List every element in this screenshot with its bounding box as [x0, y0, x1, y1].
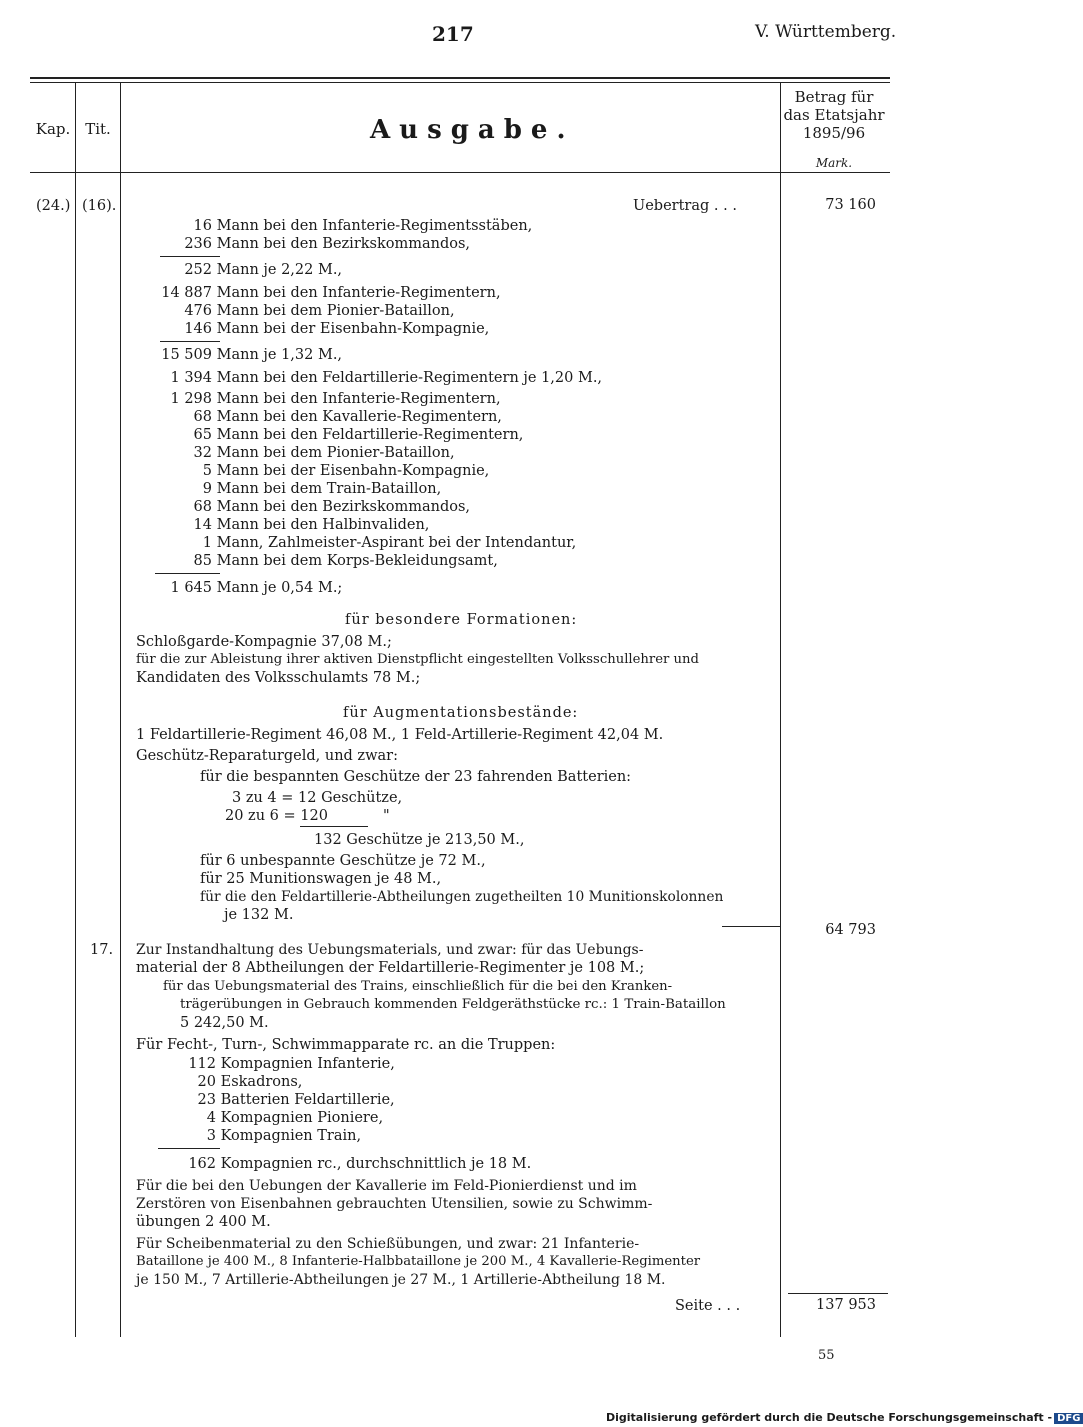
text-line: trägerübungen in Gebrauch kommenden Feldgeräthstücke rc.: 1 Train-Bataillon	[180, 997, 726, 1012]
list-item: 23 Batterien Feldartillerie,	[197, 1092, 395, 1108]
list-item: 20 Eskadrons,	[197, 1074, 303, 1090]
seite-rule	[788, 1293, 888, 1294]
page-title: Ausgabe.	[370, 115, 575, 145]
text-line: Bataillone je 400 M., 8 Infanterie-Halbbataillone je 200 M., 4 Kavallerie-Regimenter	[136, 1254, 701, 1269]
list-item: 16 Mann bei den Infanterie-Regimentsstäben,	[193, 218, 533, 234]
text-line: Zerstören von Eisenbahnen gebrauchten Utensilien, sowie zu Schwimm-	[136, 1196, 653, 1212]
sum-rule	[160, 341, 220, 342]
subtotal-rule	[722, 926, 780, 927]
list-item: 1 Mann, Zahlmeister-Aspirant bei der Intendantur,	[202, 535, 577, 551]
col-head-unit: Mark.	[815, 156, 853, 170]
tit-number: (16).	[82, 198, 117, 214]
head-bottom-rule	[30, 172, 890, 173]
dfg-logo: DFG	[1054, 1413, 1083, 1424]
text-line: Für Fecht-, Turn-, Schwimmapparate rc. an die Truppen:	[136, 1037, 556, 1053]
list-item: 14 887 Mann bei den Infanterie-Regimentern,	[161, 285, 501, 301]
sum-line: 15 509 Mann je 1,32 M.,	[161, 347, 343, 363]
text-line: Für Scheibenmaterial zu den Schießübungen, und zwar: 21 Infanterie-	[136, 1236, 640, 1252]
sum-rule	[160, 256, 220, 257]
top-rule-thin	[30, 82, 890, 83]
text-line: Geschütz-Reparaturgeld, und zwar:	[136, 748, 398, 764]
list-item: 85 Mann bei dem Korps-Bekleidungsamt,	[193, 553, 498, 569]
uebertrag-amount: 73 160	[825, 197, 876, 213]
col-head-tit: Tit.	[85, 120, 111, 138]
list-item: 68 Mann bei den Bezirkskommandos,	[193, 499, 471, 515]
sum-line: 162 Kompagnien rc., durchschnittlich je 18 M.	[188, 1156, 532, 1172]
digitization-footer: Digitalisierung gefördert durch die Deutsche Forschungsgemeinschaft - DFG	[606, 1411, 1083, 1424]
list-item: 112 Kompagnien Infanterie,	[188, 1056, 395, 1072]
list-item: 146 Mann bei der Eisenbahn-Kompagnie,	[184, 321, 490, 337]
sum-line: 252 Mann je 2,22 M.,	[184, 262, 343, 278]
section-heading: für Augmentationsbestände:	[343, 705, 579, 721]
list-item: 14 Mann bei den Halbinvaliden,	[193, 517, 430, 533]
text-line: für die bespannten Geschütze der 23 fahrenden Batterien:	[200, 769, 632, 785]
section-heading: für besondere Formationen:	[345, 612, 578, 628]
list-item: 68 Mann bei den Kavallerie-Regimentern,	[193, 409, 502, 425]
kap-number: (24.)	[36, 198, 71, 214]
text-line: Schloßgarde-Kompagnie 37,08 M.;	[136, 634, 392, 650]
text-line: Für die bei den Uebungen der Kavallerie im Feld-Pionierdienst und im	[136, 1178, 637, 1194]
list-item: 3 Kompagnien Train,	[206, 1128, 362, 1144]
list-item: 1 298 Mann bei den Infanterie-Regimentern,	[170, 391, 501, 407]
seite-amount: 137 953	[816, 1297, 876, 1313]
text-line: je 132 M.	[224, 907, 294, 923]
text-line: für die den Feldartillerie-Abtheilungen zugetheilten 10 Munitionskolonnen	[200, 889, 724, 905]
col-divider-tit	[120, 82, 121, 1337]
col-head-kap: Kap.	[35, 120, 71, 138]
text-line: je 150 M., 7 Artillerie-Abtheilungen je 27 M., 1 Artillerie-Abtheilung 18 M.	[136, 1272, 666, 1288]
list-item: 32 Mann bei dem Pionier-Bataillon,	[193, 445, 455, 461]
list-item: 1 394 Mann bei den Feldartillerie-Regimentern je 1,20 M.,	[170, 370, 603, 386]
text-line: übungen 2 400 M.	[136, 1214, 271, 1230]
sum-rule	[300, 826, 368, 827]
list-item: 236 Mann bei den Bezirkskommandos,	[184, 236, 471, 252]
top-rule-thick	[30, 77, 890, 79]
list-item: 476 Mann bei dem Pionier-Bataillon,	[184, 303, 455, 319]
seite-label: Seite . . .	[675, 1298, 741, 1314]
sum-line: 1 645 Mann je 0,54 M.;	[170, 580, 343, 596]
tit-number-17: 17.	[90, 942, 114, 958]
text-line: Zur Instandhaltung des Uebungsmaterials, und zwar: für das Uebungs-	[136, 942, 644, 958]
ditto-mark: "	[383, 808, 390, 824]
text-line: 1 Feldartillerie-Regiment 46,08 M., 1 Feld-Artillerie-Regiment 42,04 M.	[136, 727, 664, 743]
page-number: 217	[432, 22, 474, 46]
signature-number: 55	[818, 1348, 835, 1363]
sum-line: 132 Geschütze je 213,50 M.,	[314, 832, 525, 848]
list-item: 65 Mann bei den Feldartillerie-Regimentern,	[193, 427, 524, 443]
text-line: für 25 Munitionswagen je 48 M.,	[200, 871, 442, 887]
text-line: Kandidaten des Volksschulamts 78 M.;	[136, 670, 421, 686]
col-divider-kap	[75, 82, 76, 1337]
list-item: 5 Mann bei der Eisenbahn-Kompagnie,	[202, 463, 490, 479]
calc-line: 3 zu 4 = 12 Geschütze,	[232, 790, 403, 806]
sum-rule	[158, 1148, 220, 1149]
text-line: 5 242,50 M.	[180, 1015, 269, 1031]
uebertrag-label: Uebertrag . . .	[633, 198, 737, 214]
list-item: 9 Mann bei dem Train-Bataillon,	[202, 481, 442, 497]
sum-rule	[155, 573, 220, 574]
col-head-betrag: Betrag für das Etatsjahr 1895/96	[783, 88, 885, 142]
text-line: für die zur Ableistung ihrer aktiven Dienstpflicht eingestellten Volksschullehrer und	[136, 652, 699, 667]
state-heading: V. Württemberg.	[755, 22, 897, 42]
subtotal-amount: 64 793	[825, 922, 876, 938]
list-item: 4 Kompagnien Pioniere,	[206, 1110, 384, 1126]
col-divider-betrag	[780, 82, 781, 1337]
calc-line: 20 zu 6 = 120	[225, 808, 328, 824]
text-line: für das Uebungsmaterial des Trains, einschließlich für die bei den Kranken-	[163, 979, 673, 994]
text-line: material der 8 Abtheilungen der Feldartillerie-Regimenter je 108 M.;	[136, 960, 645, 976]
text-line: für 6 unbespannte Geschütze je 72 M.,	[200, 853, 486, 869]
